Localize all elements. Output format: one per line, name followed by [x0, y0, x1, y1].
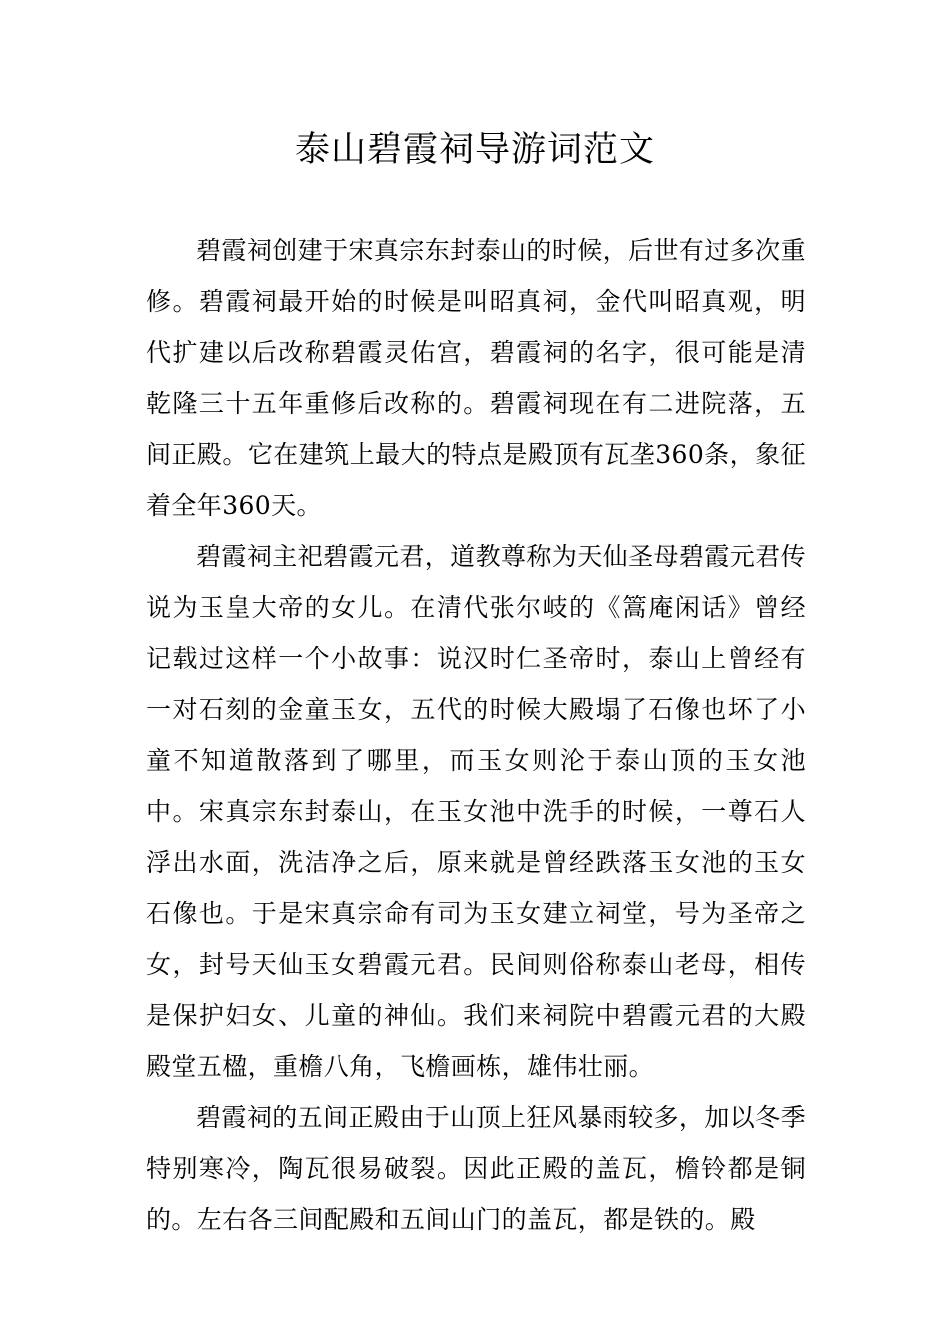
- paragraph-2: 碧霞祠主祀碧霞元君，道教尊称为天仙圣母碧霞元君传说为玉皇大帝的女儿。在清代张尔岐的《篙庵闲话》曾经记载过这样一个小故事：说汉时仁圣帝时，泰山上曾经有一对石刻的金童玉女，五代的时候大殿塌了石像也坏了小童不知道散落到了哪里，而玉女则沦于泰山顶的玉女池中。宋真宗东封泰山，在玉女池中洗手的时候，一尊石人浮出水面，洗洁净之后，原来就是曾经跌落玉女池的玉女石像也。于是宋真宗命有司为玉女建立祠堂，号为圣帝之女，封号天仙玉女碧霞元君。民间则俗称泰山老母，相传是保护妇女、儿童的神仙。我们来祠院中碧霞元君的大殿殿堂五楹，重檐八角，飞檐画栋，雄伟壮丽。: [146, 542, 806, 1081]
- document-body: [146, 225, 806, 1245]
- paragraph-1: 碧霞祠创建于宋真宗东封泰山的时候，后世有过多次重修。碧霞祠最开始的时候是叫昭真祠，金代叫昭真观，明代扩建以后改称碧霞灵佑宫，碧霞祠的名字，很可能是清乾隆三十五年重修后改称的。碧霞祠现在有二进院落，五间正殿。它在建筑上最大的特点是殿顶有瓦垄360条，象征着全年360天。: [146, 236, 806, 520]
- paragraph-3: 碧霞祠的五间正殿由于山顶上狂风暴雨较多，加以冬季特别寒冷，陶瓦很易破裂。因此正殿的盖瓦，檐铃都是铜的。左右各三间配殿和五间山门的盖瓦，都是铁的。殿: [146, 1103, 806, 1234]
- document-title: 泰山碧霞祠导游词范文: [294, 130, 655, 170]
